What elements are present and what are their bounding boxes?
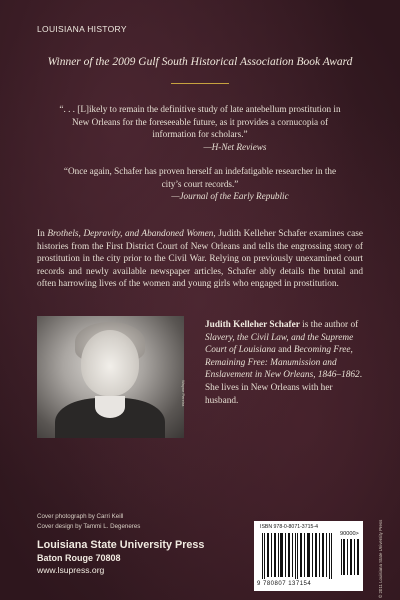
publisher-block bbox=[37, 539, 204, 576]
ean-barcode-icon bbox=[260, 533, 336, 579]
quote-source: —H-Net Reviews bbox=[203, 141, 267, 152]
award-line: Winner of the 2009 Gulf South Historical Association Book Award bbox=[47, 56, 353, 68]
gold-divider bbox=[171, 83, 229, 84]
publisher-name: Louisiana State University Press bbox=[37, 539, 205, 551]
barcode bbox=[254, 521, 363, 591]
isbn-label: ISBN 978-0-8071-3715-4 bbox=[260, 524, 318, 530]
bio-text: . She lives in New Orleans with her husband. bbox=[205, 370, 363, 406]
author-name: Judith Kelleher Schafer bbox=[205, 320, 300, 330]
cover-design-credit: Cover design by Tammi L. Degeneres bbox=[37, 523, 141, 530]
cover-photo-credit: Cover photograph by Carri Keill bbox=[37, 513, 124, 520]
series-label: LOUISIANA HISTORY bbox=[37, 24, 127, 34]
photo-credit-vertical: Wayne Pereira bbox=[181, 380, 186, 407]
quote-text: “. . . [L]ikely to remain the definitive study of late antebellum prostitution in New Orleans for the foreseeable future, as it provides a cornucopia of information for scholars.” bbox=[59, 104, 341, 139]
description-body: , Judith Kelleher Schafer examines case histories from the First District Court of New Orleans and tells the engrossing story of prostitution in the city prior to the Civil War. Relying on previously unexamined court records and newly available newspaper articles, Schafer ably details the brutal and often harrowing lives of the women and young girls who engaged in prostitution. bbox=[37, 229, 363, 290]
author-photo bbox=[37, 316, 184, 438]
publisher-url: www.lsupress.org bbox=[37, 565, 105, 575]
bio-book-2: Becoming Free, Remaining Free: Manumission and Enslavement in New Orleans, 1846–1862 bbox=[205, 345, 360, 381]
review-quote-2 bbox=[58, 165, 342, 203]
bio-book-1: Slavery, the Civil Law, and the Supreme Court of Louisiana bbox=[205, 332, 354, 356]
bio-text: and bbox=[275, 345, 294, 356]
copyright-vertical: © 2011 Louisiana State University Press bbox=[378, 519, 383, 598]
bio-text: is the author of bbox=[299, 320, 359, 330]
author-bio bbox=[205, 319, 367, 407]
book-title: Brothels, Depravity, and Abandoned Women bbox=[47, 229, 214, 239]
cover-credits bbox=[37, 512, 140, 532]
book-description bbox=[37, 228, 363, 291]
quote-source: —Journal of the Early Republic bbox=[171, 191, 289, 201]
publisher-city: Baton Rouge 70808 bbox=[37, 553, 121, 563]
price-code: 90000> bbox=[340, 531, 359, 537]
addon-barcode-icon bbox=[340, 539, 360, 575]
ean-number: 9 780807 137154 bbox=[257, 581, 312, 587]
description-prefix: In bbox=[37, 229, 48, 239]
review-quote-1 bbox=[58, 103, 342, 153]
quote-text: “Once again, Schafer has proven herself an indefatigable researcher in the city’s court records.” bbox=[63, 166, 337, 189]
